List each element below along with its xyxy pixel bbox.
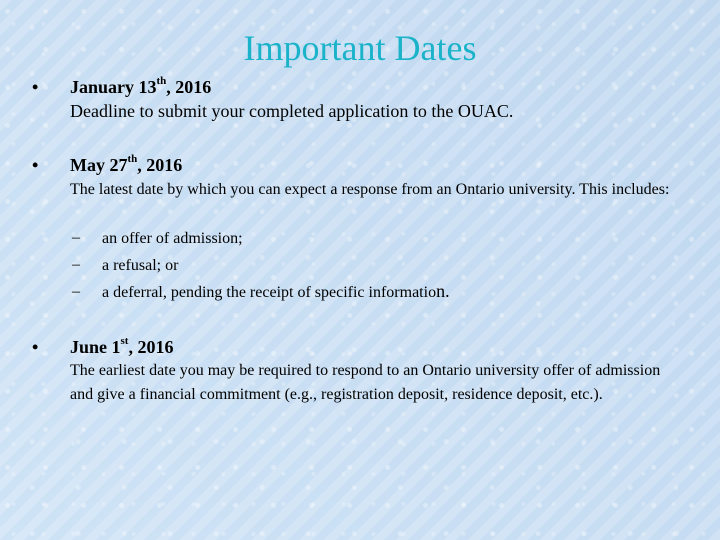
- date-year: , 2016: [137, 155, 183, 175]
- date-text: June 1: [70, 337, 121, 357]
- date-ordinal: st: [120, 335, 129, 347]
- response-options-list: [72, 224, 696, 305]
- date-description: The latest date by which you can expect a response from an Ontario university. This includes:: [70, 181, 670, 198]
- list-item-text: a deferral, pending the receipt of specific informatio: [102, 284, 437, 301]
- date-text: May 27: [70, 155, 128, 175]
- dash-marker: –: [72, 229, 80, 246]
- date-text: January 13: [70, 77, 157, 97]
- date-heading: [70, 77, 211, 98]
- dash-marker: –: [72, 283, 80, 300]
- date-ordinal: th: [156, 75, 167, 87]
- list-item: [72, 278, 696, 305]
- date-ordinal: th: [127, 153, 138, 165]
- list-item-tail: n.: [436, 281, 450, 301]
- date-heading: [70, 337, 173, 358]
- bullet-marker: •: [32, 77, 39, 97]
- date-description: The earliest date you may be required to respond to an Ontario university offer of admission and give a financial commitment (e.g., registration deposit, residence deposit, etc.).: [70, 362, 661, 403]
- date-year: , 2016: [128, 337, 174, 357]
- slide-title: Important Dates: [243, 28, 477, 68]
- date-year: , 2016: [166, 77, 212, 97]
- date-heading: [70, 155, 182, 176]
- bullet-marker: •: [32, 155, 39, 175]
- list-item: [72, 251, 696, 278]
- dash-marker: –: [72, 256, 80, 273]
- list-item-text: a refusal; or: [102, 257, 179, 274]
- list-item-text: an offer of admission;: [102, 230, 243, 247]
- bullet-marker: •: [32, 337, 39, 357]
- date-description: Deadline to submit your completed application to the OUAC.: [70, 101, 514, 121]
- list-item: [72, 224, 696, 251]
